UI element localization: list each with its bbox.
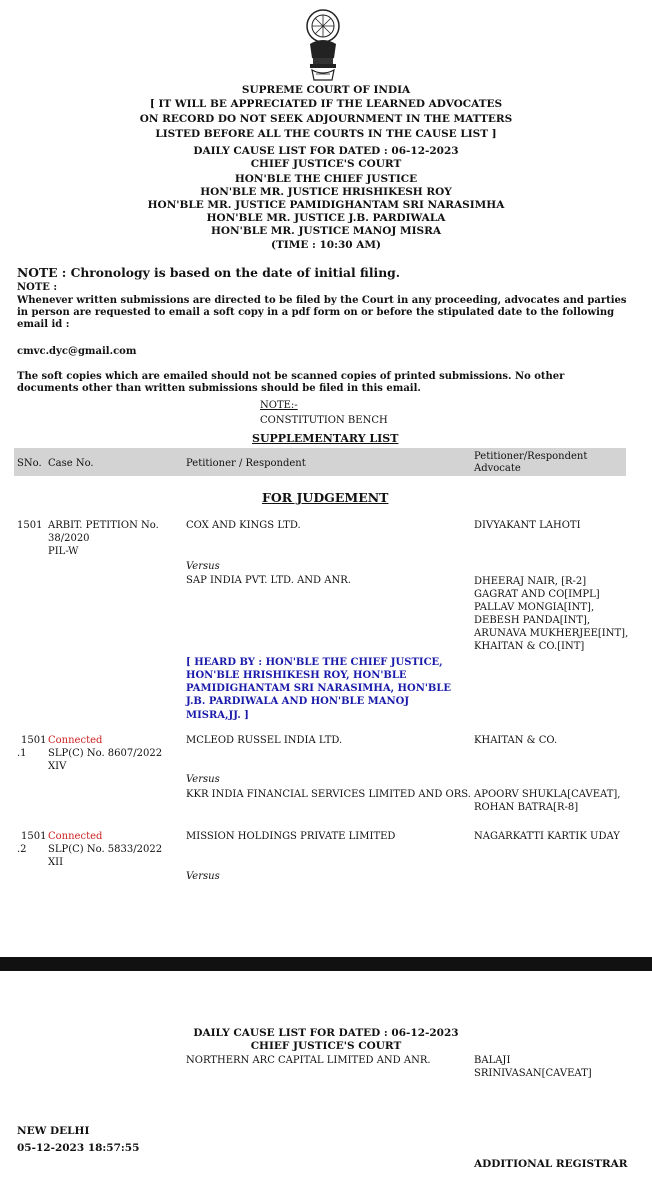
col-sno: SNo. bbox=[17, 458, 42, 469]
row2-respondent: KKR INDIA FINANCIAL SERVICES LIMITED AND ORS. bbox=[186, 789, 471, 800]
col-case-no: Case No. bbox=[48, 458, 94, 469]
row1-resp-adv-5: ARUNAVA MUKHERJEE[INT], bbox=[474, 628, 629, 639]
row2-resp-adv-1: APOORV SHUKLA[CAVEAT], bbox=[474, 789, 621, 800]
row3-sno-2: .2 bbox=[17, 844, 27, 855]
row2-resp-adv-2: ROHAN BATRA[R-8] bbox=[474, 802, 579, 813]
heard-by-2: HON'BLE HRISHIKESH ROY, HON'BLE bbox=[186, 670, 407, 681]
row1-resp-adv-6: KHAITAN & CO.[INT] bbox=[474, 641, 585, 652]
page2-cause-list-date: DAILY CAUSE LIST FOR DATED : 06-12-2023 bbox=[193, 1027, 459, 1039]
row3-case-1: SLP(C) No. 5833/2022 bbox=[48, 844, 163, 855]
row1-versus: Versus bbox=[186, 561, 220, 572]
footer-datetime: 05-12-2023 18:57:55 bbox=[17, 1142, 140, 1154]
row2-status: Connected bbox=[48, 735, 103, 746]
section-title: FOR JUDGEMENT bbox=[262, 490, 389, 505]
cause-list-date: DAILY CAUSE LIST FOR DATED : 06-12-2023 bbox=[193, 145, 459, 157]
page2-advocate-2: SRINIVASAN[CAVEAT] bbox=[474, 1068, 592, 1079]
footer-place: NEW DELHI bbox=[17, 1125, 90, 1137]
judge-3: HON'BLE MR. JUSTICE PAMIDIGHANTAM SRI NARASIMHA bbox=[147, 199, 505, 211]
heard-by-5: MISRA,JJ. ] bbox=[186, 710, 249, 721]
row3-versus: Versus bbox=[186, 871, 220, 882]
row2-sno-1: 1501 bbox=[21, 735, 47, 746]
bench-type: CONSTITUTION BENCH bbox=[260, 415, 388, 426]
email-address: cmvc.dyc@gmail.com bbox=[17, 346, 137, 357]
footer-signatory: ADDITIONAL REGISTRAR bbox=[474, 1158, 628, 1170]
row2-case-1: SLP(C) No. 8607/2022 bbox=[48, 748, 163, 759]
heard-by-3: PAMIDIGHANTAM SRI NARASIMHA, HON'BLE bbox=[186, 683, 452, 694]
row1-resp-adv-1: DHEERAJ NAIR, [R-2] bbox=[474, 576, 587, 587]
appeal-line-1: [ IT WILL BE APPRECIATED IF THE LEARNED ADVOCATES bbox=[149, 98, 503, 110]
row3-petitioner: MISSION HOLDINGS PRIVATE LIMITED bbox=[186, 831, 396, 842]
row1-respondent: SAP INDIA PVT. LTD. AND ANR. bbox=[186, 575, 351, 586]
court-name: SUPREME COURT OF INDIA bbox=[241, 84, 411, 96]
page2-court-title: CHIEF JUSTICE'S COURT bbox=[250, 1040, 402, 1052]
col-advocate-2: Advocate bbox=[474, 463, 521, 474]
row3-status: Connected bbox=[48, 831, 103, 842]
hearing-time: (TIME : 10:30 AM) bbox=[271, 239, 381, 251]
page-divider bbox=[0, 957, 652, 971]
row1-petitioner-advocate: DIVYAKANT LAHOTI bbox=[474, 520, 581, 531]
row1-sno: 1501 bbox=[17, 520, 43, 531]
row2-sno-2: .1 bbox=[17, 748, 27, 759]
appeal-line-2: ON RECORD DO NOT SEEK ADJOURNMENT IN THE MATTERS bbox=[139, 113, 513, 125]
row2-case-2: XIV bbox=[48, 761, 67, 772]
judge-1: HON'BLE THE CHIEF JUSTICE bbox=[234, 173, 418, 185]
note-label: NOTE : bbox=[17, 282, 58, 293]
page2-advocate-1: BALAJI bbox=[474, 1055, 511, 1066]
row1-resp-adv-3: PALLAV MONGIA[INT], bbox=[474, 602, 595, 613]
national-emblem-icon bbox=[296, 6, 350, 84]
page2-respondent: NORTHERN ARC CAPITAL LIMITED AND ANR. bbox=[186, 1055, 431, 1066]
col-advocate-1: Petitioner/Respondent bbox=[474, 451, 588, 462]
note-dash: NOTE:- bbox=[260, 400, 298, 411]
row3-case-2: XII bbox=[48, 857, 64, 868]
soft-copy-note: The soft copies which are emailed should not be scanned copies of printed submissions. No other documents other than written submissions should be filed in this email. bbox=[17, 371, 565, 394]
row1-resp-adv-4: DEBESH PANDA[INT], bbox=[474, 615, 591, 626]
row2-petitioner: MCLEOD RUSSEL INDIA LTD. bbox=[186, 735, 343, 746]
row1-resp-adv-2: GAGRAT AND CO[IMPL] bbox=[474, 589, 600, 600]
chronology-note: NOTE : Chronology is based on the date of initial filing. bbox=[17, 265, 401, 280]
court-title: CHIEF JUSTICE'S COURT bbox=[250, 158, 402, 170]
col-party: Petitioner / Respondent bbox=[186, 458, 306, 469]
submission-note: Whenever written submissions are directed to be filed by the Court in any proceeding, advocates and parties in person are requested to email a soft copy in a pdf form on or before the stipulated date to the following email id : bbox=[17, 295, 627, 330]
heard-by-4: J.B. PARDIWALA AND HON'BLE MANOJ bbox=[186, 696, 410, 707]
row1-case-2: 38/2020 bbox=[48, 533, 90, 544]
row2-versus: Versus bbox=[186, 774, 220, 785]
judge-4: HON'BLE MR. JUSTICE J.B. PARDIWALA bbox=[206, 212, 446, 224]
row1-petitioner: COX AND KINGS LTD. bbox=[186, 520, 301, 531]
row1-case-1: ARBIT. PETITION No. bbox=[48, 520, 159, 531]
row1-case-3: PIL-W bbox=[48, 546, 79, 557]
row2-petitioner-advocate: KHAITAN & CO. bbox=[474, 735, 558, 746]
appeal-line-3: LISTED BEFORE ALL THE COURTS IN THE CAUSE LIST ] bbox=[155, 128, 497, 140]
row3-sno-1: 1501 bbox=[21, 831, 47, 842]
heard-by-1: [ HEARD BY : HON'BLE THE CHIEF JUSTICE, bbox=[186, 657, 443, 668]
row3-petitioner-advocate: NAGARKATTI KARTIK UDAY bbox=[474, 831, 620, 842]
judge-2: HON'BLE MR. JUSTICE HRISHIKESH ROY bbox=[200, 186, 452, 198]
judge-5: HON'BLE MR. JUSTICE MANOJ MISRA bbox=[210, 225, 442, 237]
list-type: SUPPLEMENTARY LIST bbox=[252, 432, 399, 445]
